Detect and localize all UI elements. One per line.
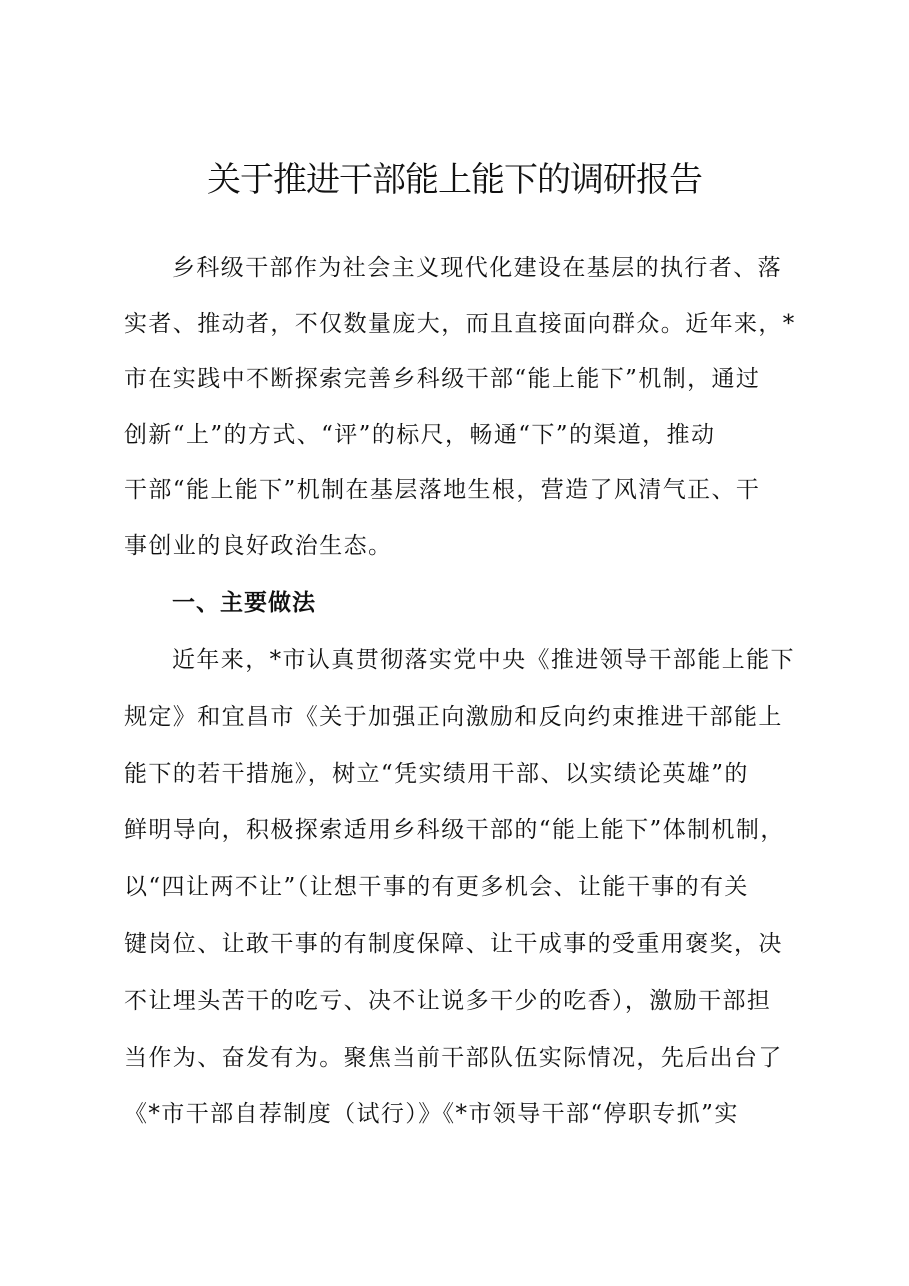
paragraph-1-line-6: 事创业的良好政治生态。 bbox=[124, 533, 393, 559]
paragraph-2-line-5: 以“四让两不让”（让想干事的有更多机会、让能干事的有关 bbox=[124, 874, 749, 900]
paragraph-1-line-4: 创新“上”的方式、“评”的标尺，畅通“下”的渠道，推动 bbox=[124, 422, 716, 448]
paragraph-2-line-6: 键岗位、让敢干事的有制度保障、让干成事的受重用褒奖，决 bbox=[124, 931, 783, 957]
document-title: 关于推进干部能上能下的调研报告 bbox=[207, 160, 702, 200]
paragraph-1-line-3: 市在实践中不断探索完善乡科级干部“能上能下”机制，通过 bbox=[124, 366, 761, 392]
paragraph-2-line-2: 规定》和宜昌市《关于加强正向激励和反向约束推进干部能上 bbox=[124, 704, 783, 730]
paragraph-2-line-8: 当作为、奋发有为。聚焦当前干部队伍实际情况，先后出台了 bbox=[124, 1045, 783, 1071]
paragraph-1-line-2: 实者、推动者，不仅数量庞大，而且直接面向群众。近年来，* bbox=[124, 311, 796, 337]
section-heading: 一、主要做法 bbox=[172, 590, 316, 616]
paragraph-2-line-1: 近年来，*市认真贯彻落实党中央《推进领导干部能上能下 bbox=[172, 647, 795, 673]
paragraph-2-line-3: 能下的若干措施》，树立“凭实绩用干部、以实绩论英雄”的 bbox=[124, 761, 749, 787]
paragraph-1-line-1: 乡科级干部作为社会主义现代化建设在基层的执行者、落 bbox=[172, 255, 782, 281]
paragraph-1-line-5: 干部“能上能下”机制在基层落地生根，营造了风清气正、干 bbox=[124, 477, 761, 503]
paragraph-2-line-9: 《*市干部自荐制度（试行）》《*市领导干部“停职专抓”实 bbox=[124, 1101, 739, 1127]
paragraph-2-line-4: 鲜明导向，积极探索适用乡科级干部的“能上能下”体制机制， bbox=[124, 817, 785, 843]
paragraph-2-line-7: 不让埋头苦干的吃亏、决不让说多干少的吃香），激励干部担 bbox=[124, 988, 772, 1014]
